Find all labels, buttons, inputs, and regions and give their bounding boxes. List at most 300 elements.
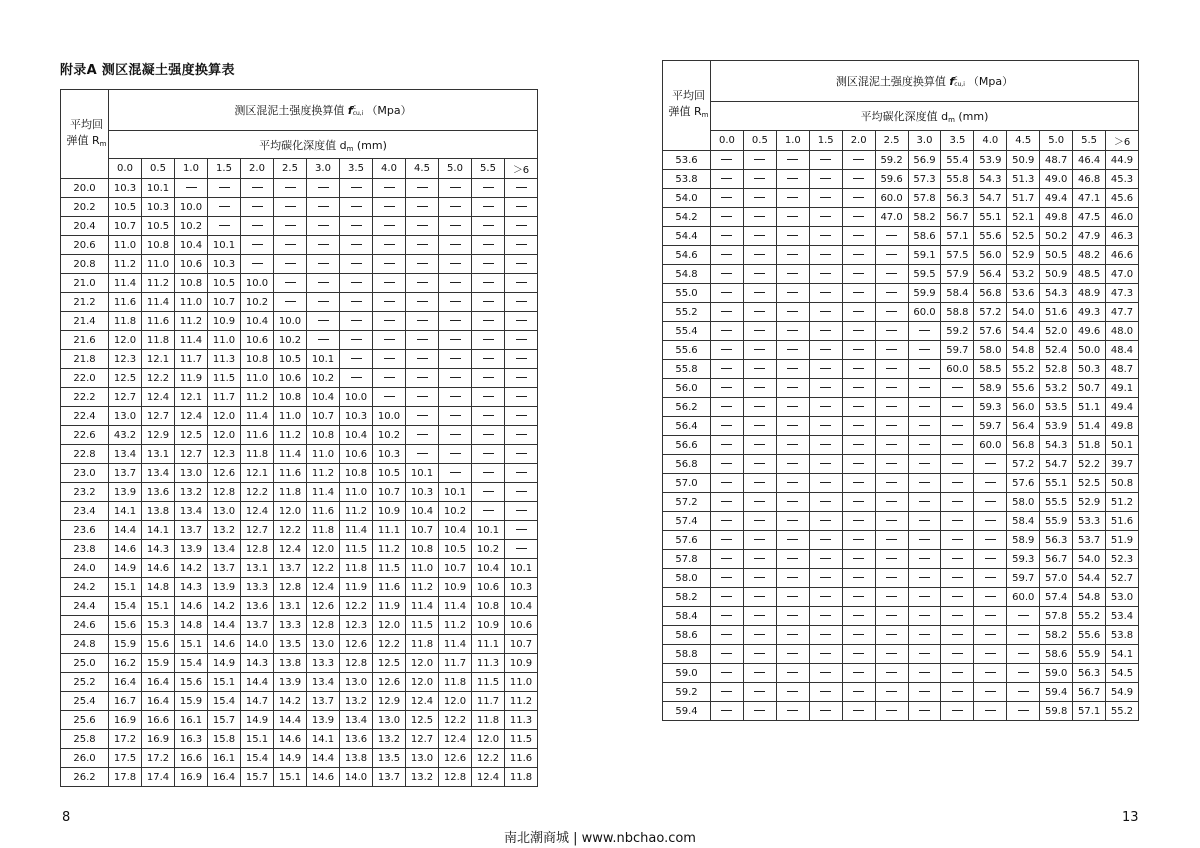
dash-mark (721, 653, 732, 654)
table-row (663, 284, 1139, 303)
strength-value-cell: 13.7 (175, 521, 208, 540)
table-row (61, 635, 538, 654)
strength-value-cell: 12.2 (472, 749, 505, 768)
not-applicable-cell (505, 331, 538, 350)
dash-mark (417, 339, 428, 340)
not-applicable-cell (472, 407, 505, 426)
dash-mark (787, 710, 798, 711)
strength-value-cell: 10.6 (340, 445, 373, 464)
strength-value-cell: 50.2 (1040, 227, 1073, 246)
depth-column-header: 5.5 (472, 159, 505, 179)
not-applicable-cell (908, 417, 941, 436)
not-applicable-cell (974, 702, 1007, 721)
dash-mark (820, 482, 831, 483)
strength-value-cell: 14.4 (208, 616, 241, 635)
dash-mark (1018, 634, 1029, 635)
not-applicable-cell (711, 702, 744, 721)
not-applicable-cell (743, 626, 776, 645)
not-applicable-cell (439, 388, 472, 407)
dash-mark (417, 320, 428, 321)
rebound-value-cell: 54.6 (663, 246, 711, 265)
strength-value-cell: 11.6 (307, 502, 340, 521)
dash-mark (483, 510, 494, 511)
table-row (61, 730, 538, 749)
dash-mark (787, 596, 798, 597)
not-applicable-cell (941, 569, 974, 588)
dash-mark (952, 615, 963, 616)
dash-mark (886, 634, 897, 635)
not-applicable-cell (809, 151, 842, 170)
table-row (61, 711, 538, 730)
rebound-value-cell: 56.4 (663, 417, 711, 436)
dash-mark (351, 187, 362, 188)
dash-mark (721, 349, 732, 350)
strength-value-cell: 15.3 (142, 616, 175, 635)
depth-column-header: 2.0 (842, 131, 875, 151)
strength-value-cell: 12.8 (241, 540, 274, 559)
table-row (61, 464, 538, 483)
strength-value-cell: 13.0 (406, 749, 439, 768)
dash-mark (721, 691, 732, 692)
dash-mark (820, 330, 831, 331)
strength-value-cell: 50.5 (1040, 246, 1073, 265)
dash-mark (721, 387, 732, 388)
not-applicable-cell (908, 702, 941, 721)
rebound-value-cell: 58.4 (663, 607, 711, 626)
not-applicable-cell (439, 369, 472, 388)
not-applicable-cell (809, 227, 842, 246)
dash-mark (853, 596, 864, 597)
dash-mark (754, 501, 765, 502)
dash-mark (351, 206, 362, 207)
strength-value-cell: 12.7 (406, 730, 439, 749)
strength-value-cell: 57.9 (941, 265, 974, 284)
strength-value-cell: 10.1 (307, 350, 340, 369)
rebound-value-cell: 24.6 (61, 616, 109, 635)
strength-value-cell: 15.1 (175, 635, 208, 654)
strength-value-cell: 11.3 (472, 654, 505, 673)
not-applicable-cell (875, 303, 908, 322)
table-row (61, 616, 538, 635)
not-applicable-cell (809, 702, 842, 721)
dash-mark (721, 159, 732, 160)
not-applicable-cell (406, 445, 439, 464)
dash-mark (853, 311, 864, 312)
strength-value-cell: 17.4 (142, 768, 175, 787)
dash-mark (417, 225, 428, 226)
dash-mark (787, 653, 798, 654)
strength-value-cell: 10.6 (274, 369, 307, 388)
dash-mark (318, 301, 329, 302)
table-row (61, 426, 538, 445)
not-applicable-cell (472, 179, 505, 198)
dash-mark (985, 539, 996, 540)
strength-value-cell: 49.4 (1040, 189, 1073, 208)
dash-mark (820, 235, 831, 236)
not-applicable-cell (406, 407, 439, 426)
strength-value-cell: 10.8 (472, 597, 505, 616)
dash-mark (417, 187, 428, 188)
strength-value-cell: 10.0 (340, 388, 373, 407)
dash-mark (787, 311, 798, 312)
strength-value-cell: 10.7 (406, 521, 439, 540)
rebound-value-cell: 20.0 (61, 179, 109, 198)
not-applicable-cell (842, 379, 875, 398)
not-applicable-cell (743, 436, 776, 455)
strength-value-cell: 11.8 (307, 521, 340, 540)
not-applicable-cell (875, 227, 908, 246)
dash-mark (516, 510, 527, 511)
not-applicable-cell (505, 502, 538, 521)
dash-mark (721, 520, 732, 521)
not-applicable-cell (908, 664, 941, 683)
dash-mark (919, 615, 930, 616)
dash-mark (787, 273, 798, 274)
not-applicable-cell (711, 436, 744, 455)
not-applicable-cell (908, 626, 941, 645)
strength-value-cell: 14.6 (142, 559, 175, 578)
dash-mark (450, 377, 461, 378)
dash-mark (384, 396, 395, 397)
not-applicable-cell (941, 455, 974, 474)
strength-value-cell: 10.5 (142, 217, 175, 236)
dash-mark (952, 463, 963, 464)
strength-value-cell: 51.8 (1073, 436, 1106, 455)
table-row (61, 293, 538, 312)
dash-mark (754, 672, 765, 673)
strength-value-cell: 14.3 (241, 654, 274, 673)
strength-value-cell: 14.0 (340, 768, 373, 787)
strength-value-cell: 54.0 (1073, 550, 1106, 569)
dash-mark (417, 453, 428, 454)
dash-mark (886, 349, 897, 350)
strength-value-cell: 57.0 (1040, 569, 1073, 588)
rebound-value-cell: 56.8 (663, 455, 711, 474)
not-applicable-cell (208, 198, 241, 217)
not-applicable-cell (711, 531, 744, 550)
not-applicable-cell (1007, 702, 1040, 721)
not-applicable-cell (875, 683, 908, 702)
strength-value-cell: 11.4 (406, 597, 439, 616)
dash-mark (516, 491, 527, 492)
dash-mark (754, 710, 765, 711)
dash-mark (754, 691, 765, 692)
strength-value-cell: 12.1 (241, 464, 274, 483)
dash-mark (952, 634, 963, 635)
not-applicable-cell (472, 388, 505, 407)
strength-value-cell: 14.2 (208, 597, 241, 616)
strength-value-cell: 12.4 (241, 502, 274, 521)
strength-value-cell: 11.0 (208, 331, 241, 350)
strength-value-cell: 10.9 (208, 312, 241, 331)
depth-column-header: 0.0 (109, 159, 142, 179)
dash-mark (516, 453, 527, 454)
depth-column-header: 3.0 (908, 131, 941, 151)
not-applicable-cell (1007, 626, 1040, 645)
dash-mark (384, 225, 395, 226)
not-applicable-cell (472, 369, 505, 388)
strength-value-cell: 49.0 (1040, 170, 1073, 189)
strength-value-cell: 11.0 (274, 407, 307, 426)
strength-value-cell: 11.9 (175, 369, 208, 388)
rebound-value-cell: 24.2 (61, 578, 109, 597)
strength-value-cell: 10.1 (208, 236, 241, 255)
not-applicable-cell (711, 189, 744, 208)
not-applicable-cell (776, 531, 809, 550)
not-applicable-cell (776, 322, 809, 341)
strength-value-cell: 12.6 (340, 635, 373, 654)
dash-mark (952, 577, 963, 578)
not-applicable-cell (373, 217, 406, 236)
dash-mark (787, 425, 798, 426)
strength-value-cell: 52.8 (1040, 360, 1073, 379)
strength-value-cell: 49.6 (1073, 322, 1106, 341)
strength-value-cell: 58.0 (974, 341, 1007, 360)
not-applicable-cell (842, 189, 875, 208)
dash-mark (721, 330, 732, 331)
strength-value-cell: 10.7 (505, 635, 538, 654)
strength-value-cell: 55.5 (1040, 493, 1073, 512)
not-applicable-cell (875, 664, 908, 683)
not-applicable-cell (307, 217, 340, 236)
strength-value-cell: 14.6 (109, 540, 142, 559)
dash-mark (787, 197, 798, 198)
dash-mark (820, 558, 831, 559)
strength-value-cell: 58.2 (1040, 626, 1073, 645)
dash-mark (853, 520, 864, 521)
strength-value-cell: 48.7 (1040, 151, 1073, 170)
strength-value-cell: 12.5 (175, 426, 208, 445)
not-applicable-cell (406, 293, 439, 312)
dash-mark (754, 615, 765, 616)
strength-value-cell: 59.2 (875, 151, 908, 170)
dash-mark (285, 206, 296, 207)
dash-mark (417, 282, 428, 283)
table-row (663, 398, 1139, 417)
strength-value-cell: 59.0 (1040, 664, 1073, 683)
table-row (61, 369, 538, 388)
not-applicable-cell (875, 493, 908, 512)
table-body-left (61, 179, 538, 787)
not-applicable-cell (809, 398, 842, 417)
strength-value-cell: 10.2 (274, 331, 307, 350)
not-applicable-cell (406, 217, 439, 236)
dash-mark (483, 320, 494, 321)
dash-mark (516, 396, 527, 397)
strength-value-cell: 12.7 (142, 407, 175, 426)
strength-value-cell: 17.8 (109, 768, 142, 787)
strength-value-cell: 54.5 (1106, 664, 1139, 683)
not-applicable-cell (505, 198, 538, 217)
strength-value-cell: 12.0 (406, 673, 439, 692)
strength-value-cell: 12.4 (307, 578, 340, 597)
not-applicable-cell (439, 236, 472, 255)
strength-value-cell: 53.5 (1040, 398, 1073, 417)
strength-value-cell: 56.9 (908, 151, 941, 170)
strength-value-cell: 59.4 (1040, 683, 1073, 702)
dash-mark (516, 282, 527, 283)
strength-value-cell: 58.6 (1040, 645, 1073, 664)
dash-mark (853, 254, 864, 255)
dash-mark (754, 596, 765, 597)
strength-value-cell: 50.9 (1040, 265, 1073, 284)
strength-value-cell: 54.7 (974, 189, 1007, 208)
not-applicable-cell (875, 702, 908, 721)
strength-value-cell: 16.9 (109, 711, 142, 730)
dash-mark (384, 377, 395, 378)
rebound-value-cell: 57.8 (663, 550, 711, 569)
strength-value-cell: 12.4 (175, 407, 208, 426)
depth-column-header: ＞6 (1106, 131, 1139, 151)
not-applicable-cell (743, 607, 776, 626)
strength-value-cell: 15.1 (142, 597, 175, 616)
not-applicable-cell (711, 398, 744, 417)
not-applicable-cell (208, 217, 241, 236)
not-applicable-cell (875, 474, 908, 493)
dash-mark (754, 368, 765, 369)
strength-value-cell: 57.6 (974, 322, 1007, 341)
depth-column-header: ＞6 (505, 159, 538, 179)
strength-value-cell: 11.9 (340, 578, 373, 597)
rebound-value-cell: 21.2 (61, 293, 109, 312)
strength-value-cell: 12.6 (373, 673, 406, 692)
not-applicable-cell (941, 607, 974, 626)
depth-column-header: 4.5 (406, 159, 439, 179)
strength-value-cell: 55.2 (1007, 360, 1040, 379)
dash-mark (721, 634, 732, 635)
not-applicable-cell (875, 417, 908, 436)
dash-mark (721, 558, 732, 559)
dash-mark (820, 634, 831, 635)
table-row (61, 331, 538, 350)
rebound-value-cell: 57.0 (663, 474, 711, 493)
strength-value-cell: 56.7 (941, 208, 974, 227)
not-applicable-cell (809, 455, 842, 474)
not-applicable-cell (340, 198, 373, 217)
not-applicable-cell (875, 379, 908, 398)
not-applicable-cell (505, 217, 538, 236)
strength-value-cell: 12.4 (472, 768, 505, 787)
dash-mark (516, 320, 527, 321)
not-applicable-cell (842, 398, 875, 417)
dash-mark (820, 216, 831, 217)
dash-mark (384, 244, 395, 245)
strength-value-cell: 57.8 (1040, 607, 1073, 626)
strength-value-cell: 13.6 (340, 730, 373, 749)
not-applicable-cell (908, 398, 941, 417)
not-applicable-cell (373, 236, 406, 255)
strength-value-cell: 10.3 (142, 198, 175, 217)
dash-mark (318, 206, 329, 207)
table-row (61, 692, 538, 711)
strength-value-cell: 12.8 (439, 768, 472, 787)
strength-value-cell: 11.5 (406, 616, 439, 635)
dash-mark (853, 615, 864, 616)
not-applicable-cell (941, 379, 974, 398)
dash-mark (952, 653, 963, 654)
table-row (663, 379, 1139, 398)
not-applicable-cell (274, 255, 307, 274)
not-applicable-cell (743, 151, 776, 170)
strength-value-cell: 47.0 (1106, 265, 1139, 284)
strength-value-cell: 51.6 (1040, 303, 1073, 322)
strength-value-cell: 14.3 (175, 578, 208, 597)
dash-mark (754, 444, 765, 445)
not-applicable-cell (406, 388, 439, 407)
table-row (61, 445, 538, 464)
not-applicable-cell (842, 683, 875, 702)
dash-mark (516, 225, 527, 226)
dash-mark (483, 472, 494, 473)
dash-mark (516, 358, 527, 359)
strength-value-cell: 10.0 (175, 198, 208, 217)
dash-mark (754, 178, 765, 179)
strength-value-cell: 60.0 (1007, 588, 1040, 607)
not-applicable-cell (340, 331, 373, 350)
table-row (663, 246, 1139, 265)
not-applicable-cell (406, 331, 439, 350)
dash-mark (787, 387, 798, 388)
strength-value-cell: 15.1 (241, 730, 274, 749)
strength-value-cell: 56.3 (1040, 531, 1073, 550)
not-applicable-cell (875, 531, 908, 550)
dash-mark (787, 406, 798, 407)
strength-value-cell: 14.4 (274, 711, 307, 730)
dash-mark (417, 263, 428, 264)
table-row (61, 502, 538, 521)
strength-value-cell: 10.4 (439, 521, 472, 540)
not-applicable-cell (711, 569, 744, 588)
not-applicable-cell (307, 274, 340, 293)
dash-mark (252, 225, 263, 226)
rebound-value-cell: 58.6 (663, 626, 711, 645)
not-applicable-cell (776, 626, 809, 645)
not-applicable-cell (743, 360, 776, 379)
dash-mark (483, 358, 494, 359)
dash-mark (483, 434, 494, 435)
strength-value-cell: 59.8 (1040, 702, 1073, 721)
not-applicable-cell (307, 293, 340, 312)
dash-mark (919, 520, 930, 521)
not-applicable-cell (743, 265, 776, 284)
dash-mark (886, 406, 897, 407)
dash-mark (516, 244, 527, 245)
strength-value-cell: 56.4 (974, 265, 1007, 284)
strength-value-cell: 49.1 (1106, 379, 1139, 398)
not-applicable-cell (908, 645, 941, 664)
dash-mark (985, 672, 996, 673)
dash-mark (919, 425, 930, 426)
not-applicable-cell (307, 312, 340, 331)
dash-mark (820, 520, 831, 521)
not-applicable-cell (472, 293, 505, 312)
dash-mark (820, 577, 831, 578)
strength-value-cell: 58.5 (974, 360, 1007, 379)
dash-mark (919, 482, 930, 483)
not-applicable-cell (743, 455, 776, 474)
strength-value-cell: 56.8 (1007, 436, 1040, 455)
strength-value-cell: 13.9 (208, 578, 241, 597)
not-applicable-cell (439, 331, 472, 350)
depth-column-header: 1.0 (175, 159, 208, 179)
not-applicable-cell (875, 322, 908, 341)
page-number-left: 8 (62, 810, 71, 825)
strength-value-cell: 50.8 (1106, 474, 1139, 493)
strength-conversion-table-left (60, 89, 538, 787)
strength-value-cell: 17.2 (109, 730, 142, 749)
strength-value-cell: 13.4 (142, 464, 175, 483)
dash-mark (450, 339, 461, 340)
